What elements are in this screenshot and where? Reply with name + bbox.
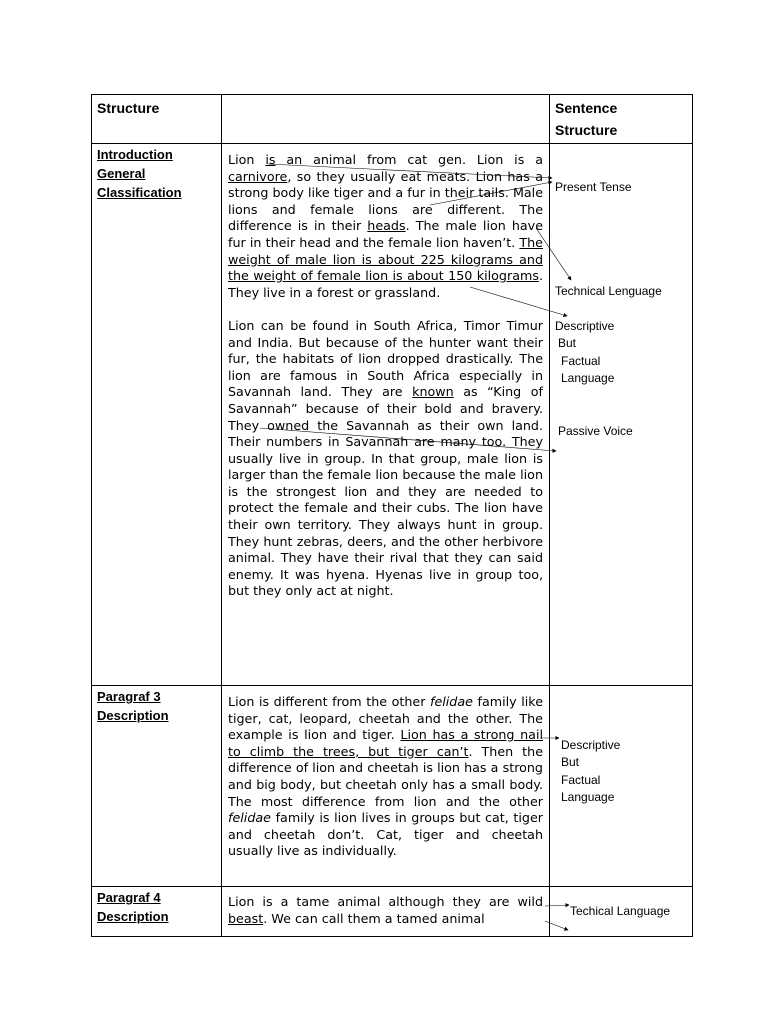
note-factual: Factual [561,354,601,368]
note-technical-language: Techical Language [570,904,671,918]
header-row [92,95,693,144]
underlined-text: beast [228,910,264,926]
italic-text: felidae [228,810,271,826]
row-text [222,144,550,686]
note-descriptive: Descriptive [561,738,621,752]
label-line: Paragraf 3 [97,689,161,704]
note-descriptive: Descriptive [555,319,615,333]
underlined-text: known [412,384,454,400]
row-notes [550,144,693,686]
text-run: family like tiger, cat, leopard, cheetah and the other. The example is lion and tiger. [228,694,543,743]
row-label [92,144,222,686]
text-run: as “King of Savannah” because of their bold and bravery. They owned the Savannah as their own land. Their numbers in Savannah are many too. They usually live in group. In that group, male lion is larger than the female lion because the male lion is the strongest lion and they are needed to protect the female and their cubs. The lion have their own territory. They always hunt in group. They hunt zebras, deers, and the other herbivore animal. They have their rival that they can said enemy. It was hyena. Hyenas live in group too, but they only act at night. [228,384,543,599]
text-run: Lion is different from the other [228,694,430,709]
text-run: , so they usually eat meats. Lion has a strong body like tiger and a fur in their tails. Male lions and female lions are different. The difference is in their [228,168,543,234]
italic-text: felidae [429,694,473,709]
text-run: . They live in a forest or grassland. [228,268,543,300]
note-present-tense: Present Tense [555,180,632,194]
label-line: Description [97,708,169,723]
row-text [222,887,550,937]
body-paragraph [228,318,543,600]
text-run: . Then the difference of lion and cheetah is lion has a strong and big body, but cheetah only has a small body. The most difference from lion and the other [228,743,543,809]
underlined-text: is [265,152,276,167]
row-introduction [92,144,693,686]
note-language: Language [561,790,615,804]
text-run: family is lion lives in groups but cat, tiger and cheetah don’t. Cat, tiger and cheetah usually live as individually. [228,810,543,859]
header-structure: Structure [92,95,222,144]
text-run: Lion can be found in South Africa, Timor Timur and India. But because of the hunter want their fur, the habitats of lion dropped drastically. The lion are famous in South Africa especially in Savannah land. They are [228,317,543,400]
row-notes [550,686,693,887]
underlined-text: heads [367,218,406,234]
row-paragraf-3 [92,686,693,887]
structure-table [91,94,693,937]
note-but: But [561,755,580,769]
note-passive-voice: Passive Voice [558,424,633,438]
label-line: Classification [97,185,182,200]
text-run: an animal from cat gen. Lion is a [275,152,543,167]
body-paragraph [228,894,543,927]
label-line: Paragraf 4 [97,890,161,905]
underlined-text: The weight of male lion is about 225 kilograms and the weight of female lion is about 150 kilograms [228,234,543,284]
body-paragraph [228,694,543,860]
note-but: But [558,336,577,350]
label-line: Description [97,909,169,924]
header-middle [222,95,550,144]
underlined-text: Lion has a strong nail to climb the trees, but tiger can’t [228,727,543,759]
text-run: . We can call them a tamed animal [263,910,485,926]
label-line: General [97,166,146,181]
note-factual: Factual [561,773,601,787]
label-line: Introduction [97,147,173,162]
header-sentence-structure [550,95,693,144]
row-paragraf-4 [92,887,693,937]
text-run: Lion is a tame animal although they are wild [228,894,543,909]
row-label [92,686,222,887]
text-run: Lion [228,152,266,167]
header-sentence-line-2: Structure [555,122,618,138]
note-language: Language [561,371,615,385]
body-paragraph [228,152,543,301]
underlined-text: carnivore [228,168,288,184]
row-notes [550,887,693,937]
row-text [222,686,550,887]
text-run: . The male lion have fur in their head and the female lion haven’t. [228,218,543,250]
row-label [92,887,222,937]
header-sentence-line-1: Sentence [555,100,618,116]
note-technical-language: Technical Lenguage [555,284,662,298]
